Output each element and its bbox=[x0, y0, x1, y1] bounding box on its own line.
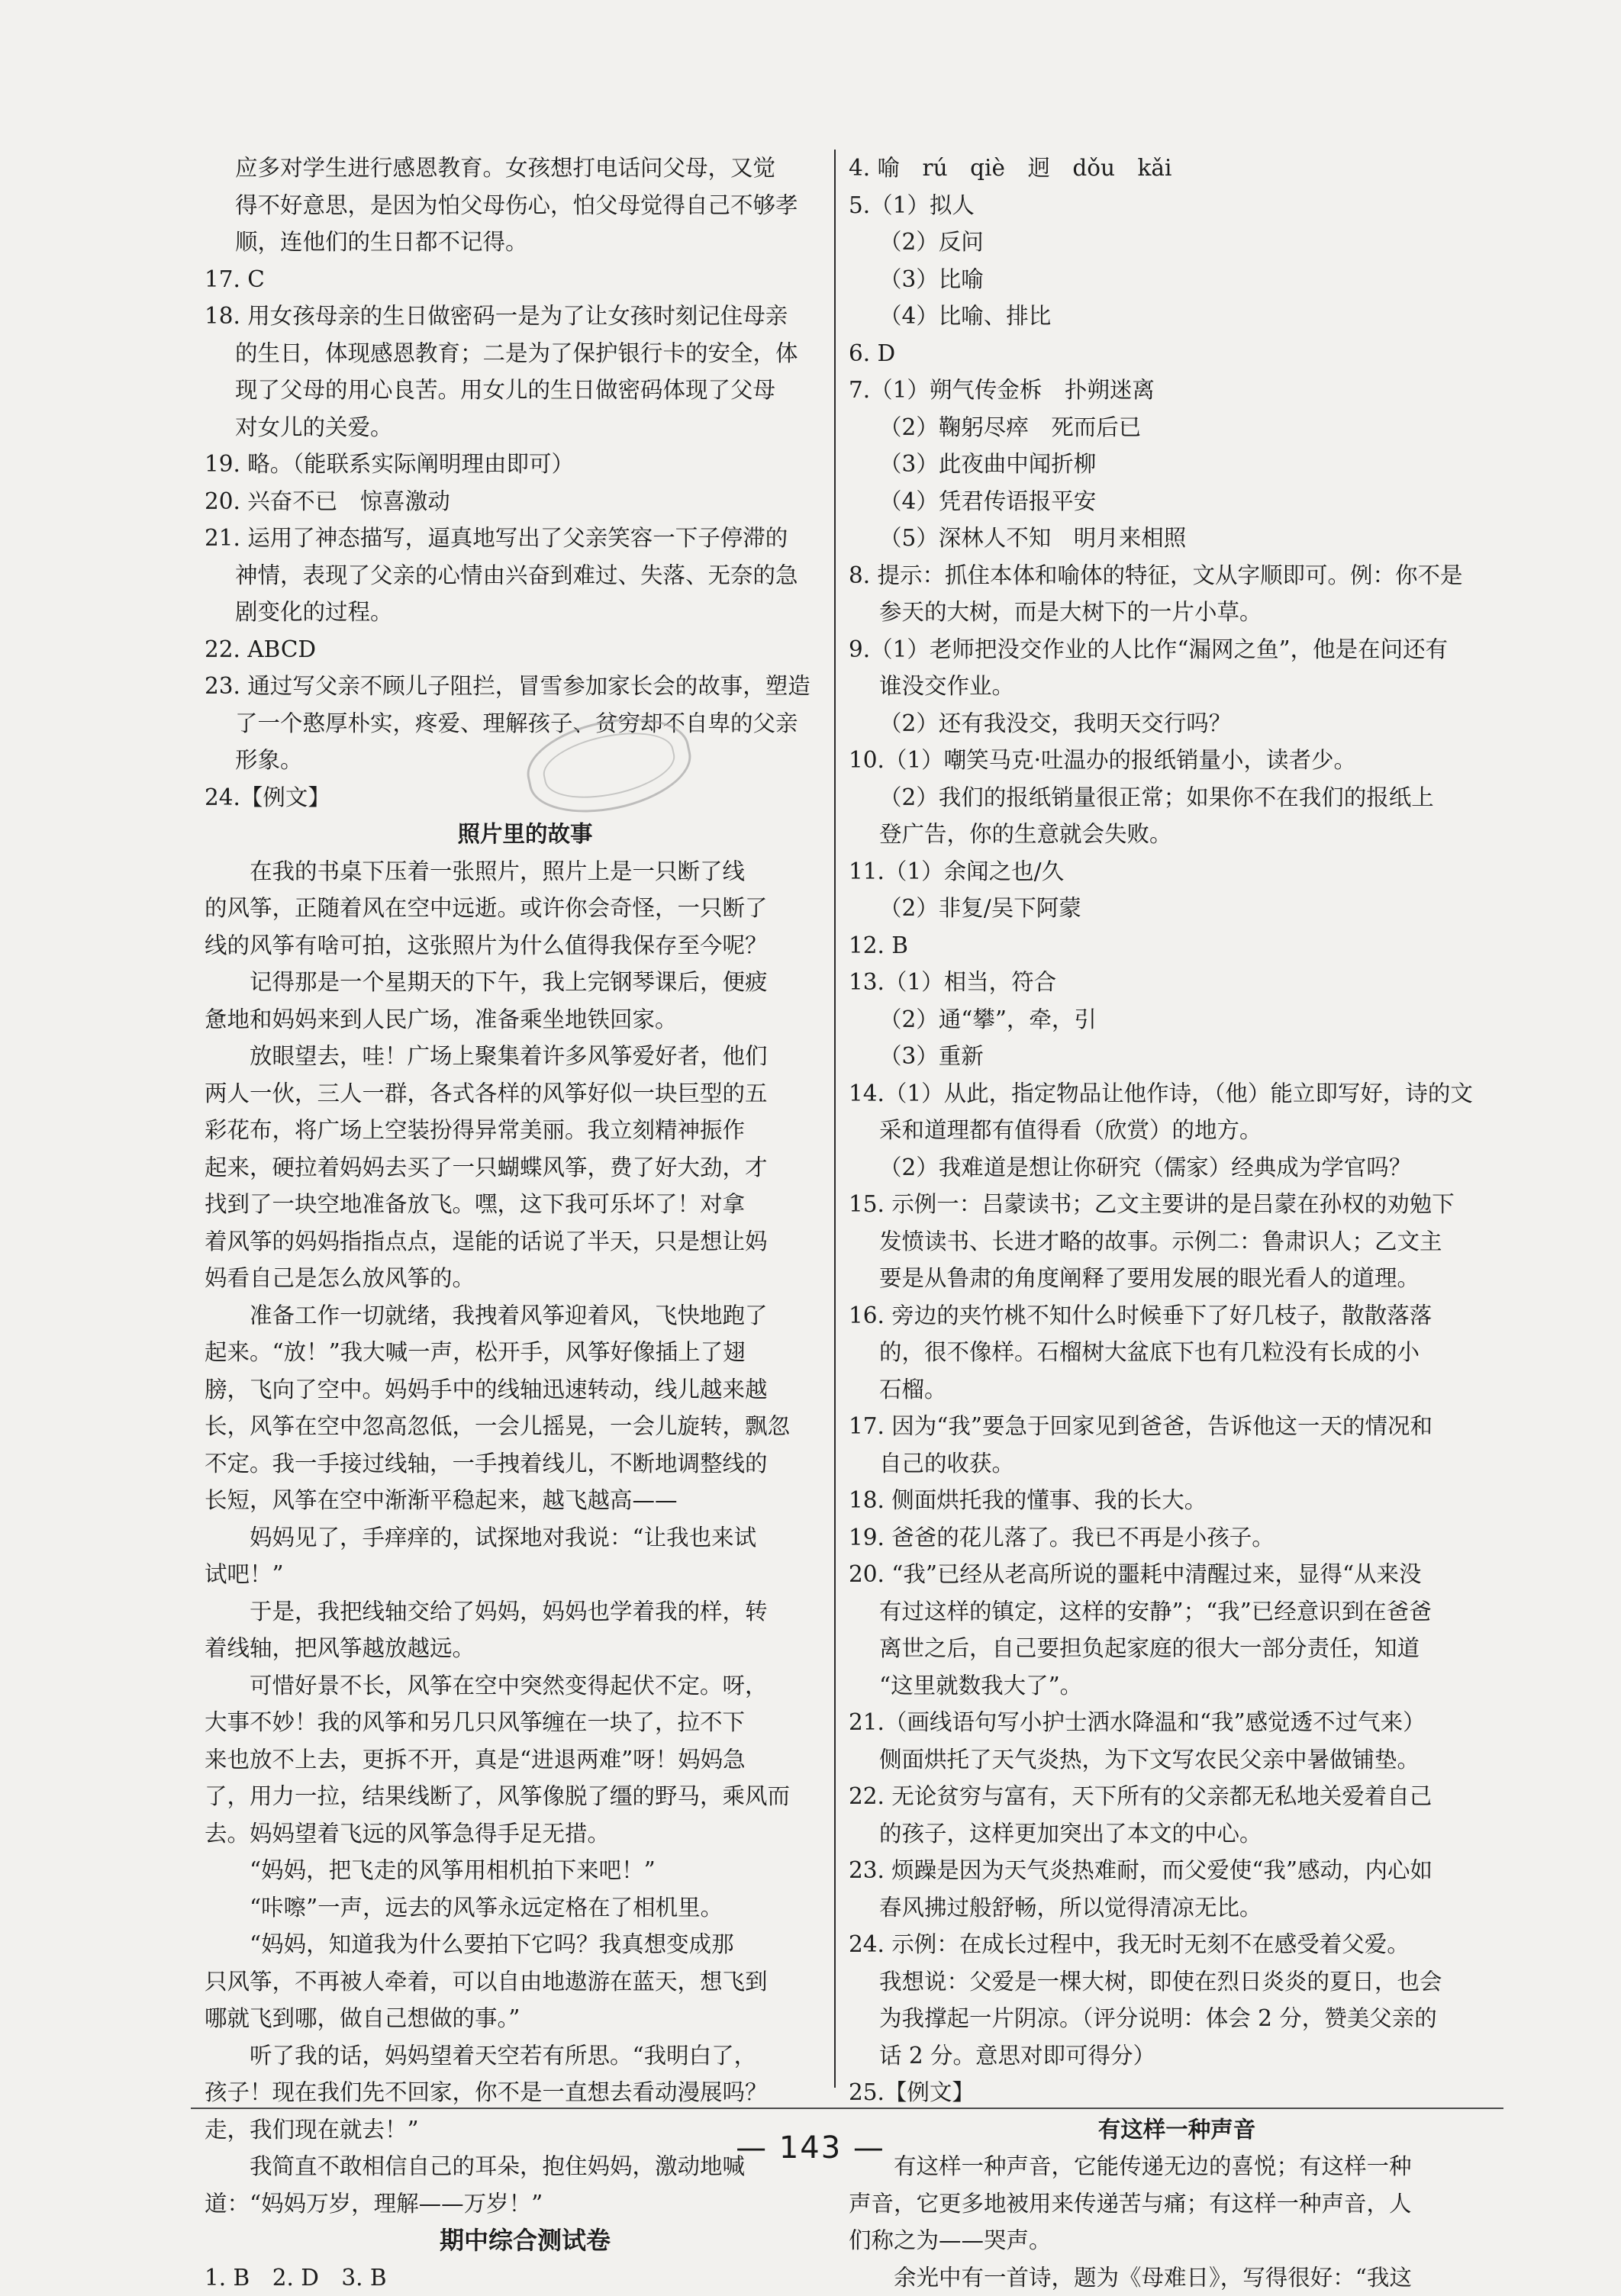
left-line: 起来。“放！”我大喊一声，松开手，风筝好像插上了翅 bbox=[205, 1334, 846, 1371]
right-line: （2）还有我没交，我明天交行吗？ bbox=[849, 705, 1505, 742]
left-line: 我简直不敢相信自己的耳朵，抱住妈妈，激动地喊 bbox=[205, 2148, 846, 2185]
right-line: “这里就数我大了”。 bbox=[849, 1667, 1505, 1705]
left-line: 道：“妈妈万岁，理解——万岁！” bbox=[205, 2185, 846, 2223]
left-line: “妈妈，把飞走的风筝用相机拍下来吧！” bbox=[205, 1852, 846, 1889]
right-line: 24. 示例：在成长过程中，我无时无刻不在感受着父爱。 bbox=[849, 1926, 1505, 1963]
right-column bbox=[849, 150, 1505, 2296]
right-line: 离世之后，自己要担负起家庭的很大一部分责任，知道 bbox=[849, 1630, 1505, 1667]
left-line: “妈妈，知道我为什么要拍下它吗？我真想变成那 bbox=[205, 1926, 846, 1963]
left-line: 去。妈妈望着飞远的风筝急得手足无措。 bbox=[205, 1815, 846, 1853]
left-heading: 照片里的故事 bbox=[205, 816, 846, 853]
right-line: 21.（画线语句写小护士洒水降温和“我”感觉透不过气来） bbox=[849, 1704, 1505, 1741]
right-line: （4）凭君传语报平安 bbox=[849, 483, 1505, 520]
left-line: 了，用力一拉，结果线断了，风筝像脱了缰的野马，乘风而 bbox=[205, 1778, 846, 1815]
right-line: 发愤读书、长进才略的故事。示例二：鲁肃识人；乙文主 bbox=[849, 1223, 1505, 1261]
left-line: 来也放不上去，更拆不开，真是“进退两难”呀！妈妈急 bbox=[205, 1741, 846, 1779]
left-line: 神情，表现了父亲的心情由兴奋到难过、失落、无奈的急 bbox=[205, 557, 846, 594]
left-line: 只风筝，不再被人牵着，可以自由地遨游在蓝天，想飞到 bbox=[205, 1963, 846, 2001]
right-line: 16. 旁边的夹竹桃不知什么时候垂下了好几枝子，散散落落 bbox=[849, 1297, 1505, 1335]
left-line: 24.【例文】 bbox=[205, 779, 846, 816]
right-line: 为我撑起一片阴凉。（评分说明：体会 2 分，赞美父亲的 bbox=[849, 2000, 1505, 2037]
column-divider bbox=[834, 150, 836, 2088]
left-line: 18. 用女孩母亲的生日做密码一是为了让女孩时刻记住母亲 bbox=[205, 298, 846, 335]
right-line: 的孩子，这样更加突出了本文的中心。 bbox=[849, 1815, 1505, 1853]
left-line: 妈看自己是怎么放风筝的。 bbox=[205, 1260, 846, 1297]
right-line: 采和道理都有值得看（欣赏）的地方。 bbox=[849, 1112, 1505, 1149]
left-heading: 期中综合测试卷 bbox=[205, 2222, 846, 2259]
right-line: （4）比喻、排比 bbox=[849, 298, 1505, 335]
left-line: 准备工作一切就绪，我拽着风筝迎着风，飞快地跑了 bbox=[205, 1297, 846, 1335]
right-line: 登广告，你的生意就会失败。 bbox=[849, 816, 1505, 853]
right-line: （5）深林人不知 明月来相照 bbox=[849, 520, 1505, 557]
left-line: 17. C bbox=[205, 261, 846, 298]
left-line: 长，风筝在空中忽高忽低，一会儿摇晃，一会儿旋转，飘忽 bbox=[205, 1408, 846, 1445]
right-line: 9.（1）老师把没交作业的人比作“漏网之鱼”，他是在问还有 bbox=[849, 631, 1505, 668]
left-line: 试吧！” bbox=[205, 1556, 846, 1593]
left-line: 22. ABCD bbox=[205, 631, 846, 668]
right-line: 谁没交作业。 bbox=[849, 668, 1505, 705]
left-line: 记得那是一个星期天的下午，我上完钢琴课后，便疲 bbox=[205, 964, 846, 1001]
right-line: 我想说：父爱是一棵大树，即使在烈日炎炎的夏日，也会 bbox=[849, 1963, 1505, 2001]
right-line: 18. 侧面烘托我的懂事、我的长大。 bbox=[849, 1482, 1505, 1519]
right-line: 5.（1）拟人 bbox=[849, 187, 1505, 224]
right-line: 有过这样的镇定，这样的安静”；“我”已经意识到在爸爸 bbox=[849, 1593, 1505, 1631]
left-line: 着线轴，把风筝越放越远。 bbox=[205, 1630, 846, 1667]
right-line: 侧面烘托了天气炎热，为下文写农民父亲中暑做铺垫。 bbox=[849, 1741, 1505, 1779]
right-line: 23. 烦躁是因为天气炎热难耐，而父爱使“我”感动，内心如 bbox=[849, 1852, 1505, 1889]
right-line: （3）此夜曲中闻折柳 bbox=[849, 446, 1505, 483]
left-line: 应多对学生进行感恩教育。女孩想打电话问父母，又觉 bbox=[205, 150, 846, 187]
right-line: 余光中有一首诗，题为《母难日》，写得很好：“我这 bbox=[849, 2259, 1505, 2296]
right-line: 有这样一种声音，它能传递无边的喜悦；有这样一种 bbox=[849, 2148, 1505, 2185]
left-line: 21. 运用了神态描写，逼真地写出了父亲笑容一下子停滞的 bbox=[205, 520, 846, 557]
right-line: 13.（1）相当，符合 bbox=[849, 964, 1505, 1001]
right-line: 20. “我”已经从老高所说的噩耗中清醒过来，显得“从来没 bbox=[849, 1556, 1505, 1593]
left-line: 放眼望去，哇！广场上聚集着许多风筝爱好者，他们 bbox=[205, 1038, 846, 1075]
right-line: 19. 爸爸的花儿落了。我已不再是小孩子。 bbox=[849, 1519, 1505, 1557]
left-line: 妈妈见了，手痒痒的，试探地对我说：“让我也来试 bbox=[205, 1519, 846, 1557]
right-line: （2）非复/吴下阿蒙 bbox=[849, 890, 1505, 927]
right-line: 们称之为——哭声。 bbox=[849, 2222, 1505, 2259]
right-line: 自己的收获。 bbox=[849, 1445, 1505, 1483]
left-line: 起来，硬拉着妈妈去买了一只蝴蝶风筝，费了好大劲，才 bbox=[205, 1149, 846, 1187]
left-line: 惫地和妈妈来到人民广场，准备乘坐地铁回家。 bbox=[205, 1001, 846, 1039]
left-line: 对女儿的关爱。 bbox=[205, 409, 846, 446]
left-line: 哪就飞到哪，做自己想做的事。” bbox=[205, 2000, 846, 2037]
left-line: 彩花布，将广场上空装扮得异常美丽。我立刻精神振作 bbox=[205, 1112, 846, 1149]
left-line: 的风筝，正随着风在空中远逝。或许你会奇怪，一只断了 bbox=[205, 890, 846, 927]
left-line: 听了我的话，妈妈望着天空若有所思。“我明白了， bbox=[205, 2037, 846, 2075]
left-line: 孩子！现在我们先不回家，你不是一直想去看动漫展吗？ bbox=[205, 2074, 846, 2111]
right-line: 15. 示例一：吕蒙读书；乙文主要讲的是吕蒙在孙权的劝勉下 bbox=[849, 1186, 1505, 1223]
right-line: 12. B bbox=[849, 927, 1505, 964]
right-line: （2）鞠躬尽瘁 死而后已 bbox=[849, 409, 1505, 446]
footer-rule bbox=[191, 2108, 1503, 2109]
right-line: 话 2 分。意思对即可得分） bbox=[849, 2037, 1505, 2075]
left-column bbox=[205, 150, 846, 2296]
left-line: 大事不妙！我的风筝和另几只风筝缠在一块了，拉不下 bbox=[205, 1704, 846, 1741]
left-line: “咔嚓”一声，远去的风筝永远定格在了相机里。 bbox=[205, 1889, 846, 1927]
left-line: 膀，飞向了空中。妈妈手中的线轴迅速转动，线儿越来越 bbox=[205, 1371, 846, 1409]
left-line: 23. 通过写父亲不顾儿子阻拦，冒雪参加家长会的故事，塑造 bbox=[205, 668, 846, 705]
right-line: 8. 提示：抓住本体和喻体的特征，文从字顺即可。例：你不是 bbox=[849, 557, 1505, 594]
page-number: — 143 — bbox=[0, 2130, 1621, 2166]
left-line: 于是，我把线轴交给了妈妈，妈妈也学着我的样，转 bbox=[205, 1593, 846, 1631]
right-line: （2）反问 bbox=[849, 224, 1505, 261]
left-line: 剧变化的过程。 bbox=[205, 594, 846, 631]
right-line: 7.（1）朔气传金柝 扑朔迷离 bbox=[849, 372, 1505, 409]
left-line: 两人一伙，三人一群，各式各样的风筝好似一块巨型的五 bbox=[205, 1075, 846, 1113]
right-line: 25.【例文】 bbox=[849, 2074, 1505, 2111]
right-line: （2）我们的报纸销量很正常；如果你不在我们的报纸上 bbox=[849, 779, 1505, 816]
left-line: 线的风筝有啥可拍，这张照片为什么值得我保存至今呢？ bbox=[205, 927, 846, 964]
right-line: 6. D bbox=[849, 335, 1505, 372]
right-line: （2）通“攀”，牵，引 bbox=[849, 1001, 1505, 1039]
right-line: 10.（1）嘲笑马克·吐温办的报纸销量小，读者少。 bbox=[849, 742, 1505, 779]
left-line: 顺，连他们的生日都不记得。 bbox=[205, 224, 846, 261]
right-line: 春风拂过般舒畅，所以觉得清凉无比。 bbox=[849, 1889, 1505, 1927]
left-line: 现了父母的用心良苦。用女儿的生日做密码体现了父母 bbox=[205, 372, 846, 409]
right-line: （3）重新 bbox=[849, 1038, 1505, 1075]
left-line: 不定。我一手接过线轴，一手拽着线儿，不断地调整线的 bbox=[205, 1445, 846, 1483]
left-line: 形象。 bbox=[205, 742, 846, 779]
left-line: 可惜好景不长，风筝在空中突然变得起伏不定。呀， bbox=[205, 1667, 846, 1705]
right-line: 声音，它更多地被用来传递苦与痛；有这样一种声音，人 bbox=[849, 2185, 1505, 2223]
left-line: 走，我们现在就去！” bbox=[205, 2111, 846, 2149]
right-line: （2）我难道是想让你研究（儒家）经典成为学官吗？ bbox=[849, 1149, 1505, 1187]
right-line: 22. 无论贫穷与富有，天下所有的父亲都无私地关爱着自己 bbox=[849, 1778, 1505, 1815]
right-line: 14.（1）从此，指定物品让他作诗，（他）能立即写好，诗的文 bbox=[849, 1075, 1505, 1113]
left-line: 得不好意思，是因为怕父母伤心，怕父母觉得自己不够孝 bbox=[205, 187, 846, 224]
left-line: 着风筝的妈妈指指点点，逞能的话说了半天，只是想让妈 bbox=[205, 1223, 846, 1261]
left-line: 1. B 2. D 3. B bbox=[205, 2259, 846, 2296]
right-heading: 有这样一种声音 bbox=[849, 2111, 1505, 2149]
right-line: 4. 喻 rú qiè 迥 dǒu kǎi bbox=[849, 150, 1505, 187]
right-line: 要是从鲁肃的角度阐释了要用发展的眼光看人的道理。 bbox=[849, 1260, 1505, 1297]
left-line: 长短，风筝在空中渐渐平稳起来，越飞越高—— bbox=[205, 1482, 846, 1519]
right-line: 的，很不像样。石榴树大盆底下也有几粒没有长成的小 bbox=[849, 1334, 1505, 1371]
right-line: （3）比喻 bbox=[849, 261, 1505, 298]
right-line: 17. 因为“我”要急于回家见到爸爸，告诉他这一天的情况和 bbox=[849, 1408, 1505, 1445]
left-line: 在我的书桌下压着一张照片，照片上是一只断了线 bbox=[205, 853, 846, 890]
left-line: 20. 兴奋不已 惊喜激动 bbox=[205, 483, 846, 520]
right-line: 石榴。 bbox=[849, 1371, 1505, 1409]
left-line: 19. 略。（能联系实际阐明理由即可） bbox=[205, 446, 846, 483]
left-line: 了一个憨厚朴实，疼爱、理解孩子、贫穷却不自卑的父亲 bbox=[205, 705, 846, 742]
right-line: 11.（1）余闻之也/久 bbox=[849, 853, 1505, 890]
right-line: 参天的大树，而是大树下的一片小草。 bbox=[849, 594, 1505, 631]
left-line: 的生日，体现感恩教育；二是为了保护银行卡的安全，体 bbox=[205, 335, 846, 372]
left-line: 找到了一块空地准备放飞。嘿，这下我可乐坏了！对拿 bbox=[205, 1186, 846, 1223]
